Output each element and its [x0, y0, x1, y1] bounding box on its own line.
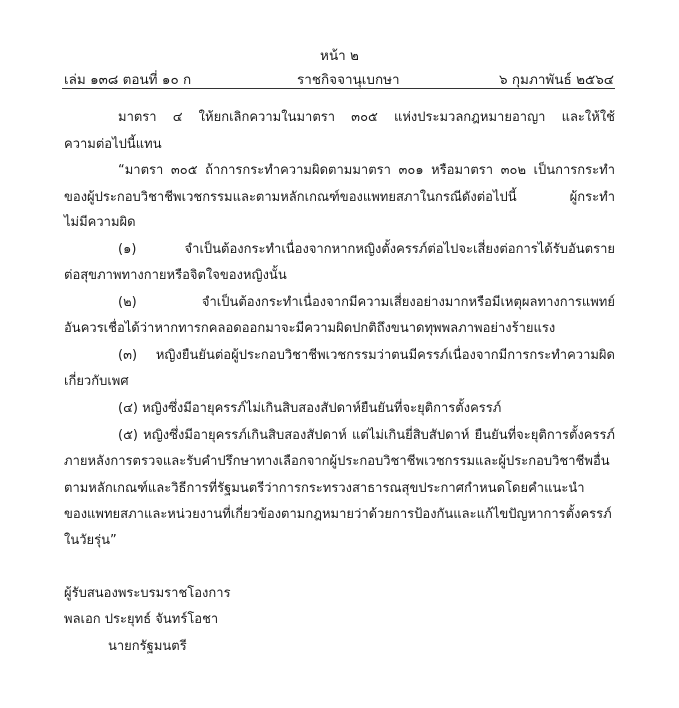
publication-name: ราชกิจจานุเบกษา [297, 72, 400, 88]
item-5-line-1: (๕) หญิงซึ่งมีอายุครรภ์เกินสิบสองสัปดาห์ แต่ไม่เกินยี่สิบสัปดาห์ ยืนยันที่จะยุติการตั้งครรภ์ [118, 428, 615, 443]
quote-intro-line-3: ไม่มีความผิด [64, 215, 136, 230]
item-2-line-2: อันควรเชื่อได้ว่าหากทารกคลอดออกมาจะมีความผิดปกติถึงขนาดทุพพลภาพอย่างร้ายแรง [64, 321, 556, 336]
item-2-line-1: (๒) จำเป็นต้องกระทำเนื่องจากมีความเสี่ยงอย่างมากหรือมีเหตุผลทางการแพทย์ [118, 295, 615, 310]
signatory-name: พลเอก ประยุทธ์ จันทร์โอชา [64, 612, 219, 627]
volume-issue: เล่ม ๑๓๘ ตอนที่ ๑๐ ก [64, 72, 192, 88]
item-1-line-1: (๑) จำเป็นต้องกระทำเนื่องจากหากหญิงตั้งครรภ์ต่อไปจะเสี่ยงต่อการได้รับอันตราย [118, 242, 615, 257]
section-intro-line-2: ความต่อไปนี้แทน [64, 137, 162, 152]
quote-intro-line-1: “มาตรา ๓๐๕ ถ้าการกระทำความผิดตามมาตรา ๓๐๑ หรือมาตรา ๓๐๒ เป็นการกระทำ [118, 163, 615, 178]
page-number: หน้า ๒ [320, 48, 359, 64]
item-1-line-2: ต่อสุขภาพทางกายหรือจิตใจของหญิงนั้น [64, 268, 287, 283]
header-divider [62, 88, 615, 89]
item-3-line-1: (๓) หญิงยืนยันต่อผู้ประกอบวิชาชีพเวชกรรมว่าตนมีครรภ์เนื่องจากมีการกระทำความผิด [118, 348, 615, 363]
item-3-line-2: เกี่ยวกับเพศ [64, 374, 129, 389]
countersign-label: ผู้รับสนองพระบรมราชโองการ [64, 586, 231, 601]
gazette-header [64, 68, 614, 86]
item-4-line-1: (๔) หญิงซึ่งมีอายุครรภ์ไม่เกินสิบสองสัปดาห์ยืนยันที่จะยุติการตั้งครรภ์ [118, 401, 502, 416]
item-5-line-3: ตามหลักเกณฑ์และวิธีการที่รัฐมนตรีว่าการกระทรวงสาธารณสุขประกาศกำหนดโดยคำแนะนำ [64, 481, 585, 496]
item-5-line-5: ในวัยรุ่น” [64, 533, 117, 548]
quote-intro-line-2: ของผู้ประกอบวิชาชีพเวชกรรมและตามหลักเกณฑ์ของแพทยสภาในกรณีดังต่อไปนี้ ผู้กระทำ [64, 190, 615, 205]
section-intro-line-1: มาตรา ๔ ให้ยกเลิกความในมาตรา ๓๐๕ แห่งประมวลกฎหมายอาญา และให้ใช้ [118, 110, 615, 125]
item-5-line-2: ภายหลังการตรวจและรับคำปรึกษาทางเลือกจากผู้ประกอบวิชาชีพเวชกรรมและผู้ประกอบวิชาชีพอื่น [64, 454, 610, 469]
item-5-line-4: ของแพทยสภาและหน่วยงานที่เกี่ยวข้องตามกฎหมายว่าด้วยการป้องกันและแก้ไขปัญหาการตั้งครรภ์ [64, 507, 612, 522]
publication-date: ๖ กุมภาพันธ์ ๒๕๖๔ [499, 72, 614, 88]
signatory-title: นายกรัฐมนตรี [108, 639, 187, 654]
